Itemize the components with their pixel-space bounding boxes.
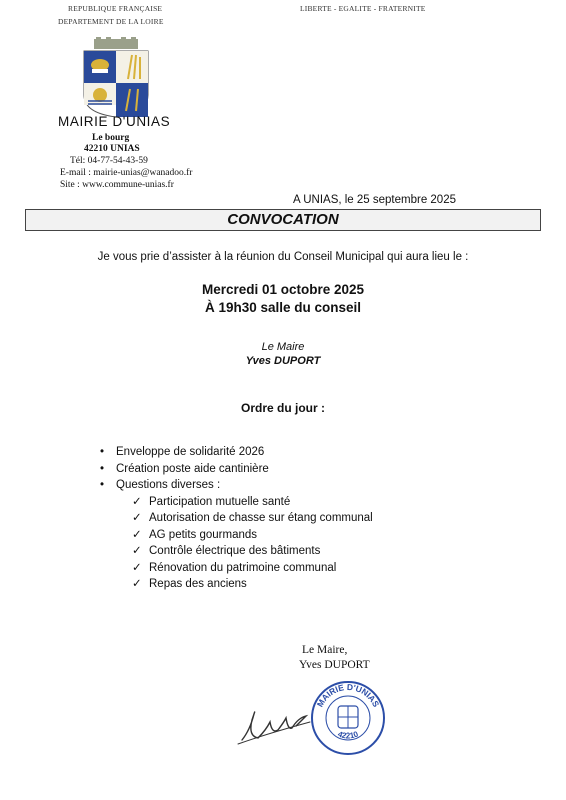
agenda-subitem (132, 576, 373, 593)
official-stamp-icon (310, 680, 386, 756)
agenda-subitem-label: Autorisation de chasse sur étang communal (149, 512, 373, 524)
agenda-subitem-label: AG petits gourmands (149, 528, 258, 541)
checkmark-icon: ✓ (132, 561, 142, 574)
agenda-sublist (116, 494, 373, 593)
stamp-top-text: MAIRIE D'UNIAS (314, 681, 382, 709)
agenda-item-label: Enveloppe de solidarité 2026 (116, 446, 265, 458)
coat-of-arms-icon (76, 37, 156, 117)
signature-title: Le Maire, (302, 644, 348, 656)
checkmark-icon: ✓ (132, 495, 142, 508)
agenda-subitem (132, 494, 373, 511)
checkmark-icon: ✓ (132, 545, 142, 557)
address-line1: Le bourg (92, 133, 130, 143)
meeting-time-place: À 19h30 salle du conseil (204, 300, 362, 315)
bullet-icon: • (100, 446, 105, 458)
email-line: E-mail : mairie-unias@wanadoo.fr (60, 168, 193, 178)
agenda-subitem-label: Repas des anciens (149, 578, 247, 590)
stamp-bottom-text: 42210 (336, 729, 360, 741)
bullet-icon: • (100, 479, 105, 491)
agenda-item (100, 461, 373, 478)
phone-line: Tél: 04-77-54-43-59 (70, 156, 148, 166)
republic-label: REPUBLIQUE FRANÇAISE (68, 4, 163, 13)
motto-label: LIBERTE - EGALITE - FRATERNITE (300, 4, 426, 13)
agenda-list (100, 444, 373, 593)
maire-label: Le Maire (261, 341, 305, 353)
svg-text:MAIRIE D'UNIAS (315, 682, 382, 709)
title-box (25, 209, 541, 231)
agenda-subitem (132, 510, 373, 527)
agenda-subitem (132, 543, 373, 560)
agenda-item-label: Création poste aide cantinière (116, 462, 269, 475)
agenda-heading: Ordre du jour : (241, 401, 325, 415)
agenda-item-label: Questions diverses : (116, 479, 221, 491)
intro-text: Je vous prie d’assister à la réunion du Conseil Municipal qui aura lieu le : (97, 251, 469, 263)
checkmark-icon: ✓ (132, 528, 142, 541)
agenda-item (100, 444, 373, 461)
site-line: Site : www.commune-unias.fr (60, 180, 174, 190)
mairie-name: MAIRIE D'UNIAS (58, 114, 171, 129)
department-label: DEPARTEMENT DE LA LOIRE (58, 17, 164, 26)
checkmark-icon: ✓ (132, 512, 142, 524)
date-line: A UNIAS, le 25 septembre 2025 (292, 194, 456, 206)
maire-name: Yves DUPORT (245, 355, 321, 367)
agenda-subitem (132, 527, 373, 544)
checkmark-icon: ✓ (132, 578, 142, 590)
handwritten-signature-icon (236, 700, 316, 750)
agenda-subitem-label: Participation mutuelle santé (149, 495, 291, 508)
bullet-icon: • (100, 462, 105, 475)
signature-name: Yves DUPORT (299, 659, 370, 671)
agenda-subitem-label: Contrôle électrique des bâtiments (149, 545, 321, 557)
agenda-item (100, 477, 373, 593)
meeting-date: Mercredi 01 octobre 2025 (201, 282, 365, 297)
address-line2: 42210 UNIAS (84, 144, 140, 154)
agenda-subitem (132, 560, 373, 577)
convocation-title: CONVOCATION (227, 211, 339, 228)
svg-text:42210 (336, 729, 360, 740)
agenda-subitem-label: Rénovation du patrimoine communal (149, 561, 337, 574)
